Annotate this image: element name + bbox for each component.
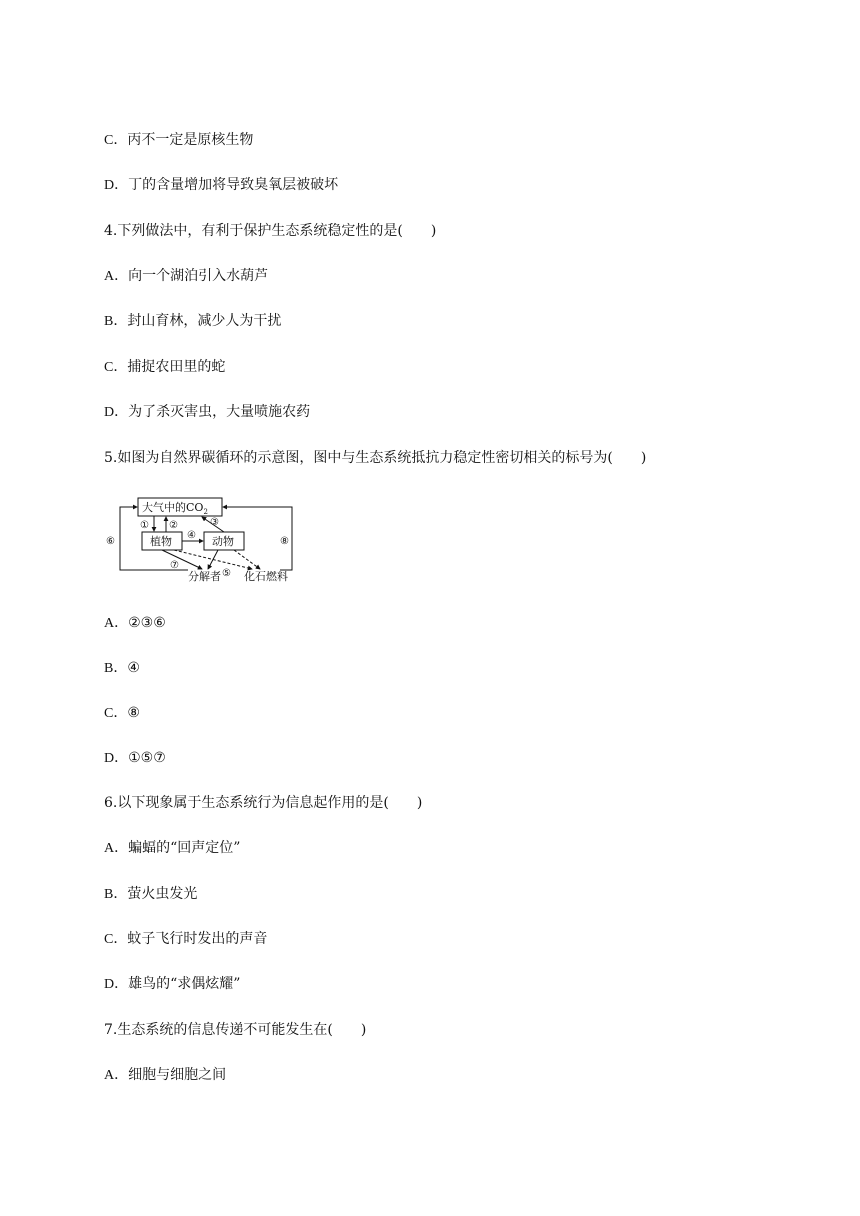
arrow-animal-fossil	[234, 550, 260, 569]
option-text: 蝙蝠的“回声定位”	[128, 840, 241, 856]
option-text: ②③⑥	[128, 615, 166, 631]
label-5: ⑤	[222, 568, 231, 579]
option-letter: A	[104, 841, 115, 856]
carbon-cycle-diagram	[104, 492, 300, 584]
option-letter: A	[104, 1068, 115, 1083]
question-6-stem	[104, 793, 422, 813]
atmosphere-label: 大气中的$CO_2$	[142, 501, 208, 516]
option-text: 捕捉农田里的蛇	[127, 359, 226, 375]
label-1: ①	[140, 520, 149, 531]
option-letter: B	[104, 887, 114, 902]
option-letter: D	[104, 405, 115, 420]
option-letter: D	[104, 178, 115, 193]
option-c: C．丙不一定是原核生物	[104, 130, 253, 151]
option-c: C．蚊子飞行时发出的声音	[104, 929, 267, 950]
option-c: C．捕捉农田里的蛇	[104, 357, 225, 378]
arrow-animal-decomposer	[208, 550, 218, 569]
label-6: ⑥	[106, 536, 115, 547]
option-d: D．雄鸟的“求偶炫耀”	[104, 974, 240, 995]
option-text: 丁的含量增加将导致臭氧层被破坏	[128, 177, 339, 193]
option-a: A．向一个湖泊引入水葫芦	[104, 266, 268, 287]
option-text: ⑧	[127, 705, 140, 721]
decomposer-label: 分解者	[188, 570, 221, 583]
question-text: 7.生态系统的信息传递不可能发生在( )	[104, 1022, 367, 1038]
option-letter: C	[104, 133, 114, 148]
option-b: B．封山育林，减少人为干扰	[104, 311, 281, 332]
label-2: ②	[169, 520, 178, 531]
option-text: ④	[127, 660, 140, 676]
option-b: B．④	[104, 658, 140, 679]
option-c: C．⑧	[104, 703, 140, 724]
option-text: 细胞与细胞之间	[128, 1067, 227, 1083]
plant-label: 植物	[150, 535, 172, 548]
label-4: ④	[187, 530, 196, 541]
option-letter: D	[104, 751, 115, 766]
option-letter: D	[104, 977, 115, 992]
option-text: 丙不一定是原核生物	[127, 132, 254, 148]
label-8: ⑧	[280, 536, 289, 547]
question-4-stem	[104, 221, 436, 241]
arrow-7	[162, 550, 202, 569]
label-7: ⑦	[170, 560, 179, 571]
option-text: 蚊子飞行时发出的声音	[127, 931, 268, 947]
option-letter: C	[104, 932, 114, 947]
label-3: ③	[210, 517, 219, 528]
option-text: 萤火虫发光	[127, 886, 198, 902]
option-b: B．萤火虫发光	[104, 884, 197, 905]
option-text: 雄鸟的“求偶炫耀”	[128, 976, 241, 992]
option-d: D．①⑤⑦	[104, 748, 166, 769]
option-a: A．蝙蝠的“回声定位”	[104, 838, 240, 859]
option-letter: A	[104, 269, 115, 284]
option-letter: C	[104, 706, 114, 721]
fossil-fuel-label: 化石燃料	[244, 570, 288, 583]
option-text: 向一个湖泊引入水葫芦	[128, 268, 269, 284]
option-a: A．②③⑥	[104, 613, 166, 634]
question-5-stem	[104, 448, 646, 468]
option-a: A．细胞与细胞之间	[104, 1065, 226, 1086]
question-text: 6.以下现象属于生态系统行为信息起作用的是( )	[104, 795, 423, 811]
question-text: 4.下列做法中，有利于保护生态系统稳定性的是( )	[104, 223, 437, 239]
animal-label: 动物	[212, 535, 234, 548]
option-letter: B	[104, 314, 114, 329]
option-d: D．丁的含量增加将导致臭氧层被破坏	[104, 175, 338, 196]
option-letter: A	[104, 616, 115, 631]
question-text: 5.如图为自然界碳循环的示意图，图中与生态系统抵抗力稳定性密切相关的标号为( )	[104, 450, 647, 466]
option-text: 为了杀灭害虫，大量喷施农药	[128, 404, 311, 420]
option-d: D．为了杀灭害虫，大量喷施农药	[104, 402, 310, 423]
option-letter: C	[104, 360, 114, 375]
option-text: 封山育林，减少人为干扰	[127, 313, 282, 329]
question-7-stem	[104, 1020, 366, 1040]
option-text: ①⑤⑦	[128, 750, 166, 766]
option-letter: B	[104, 661, 114, 676]
